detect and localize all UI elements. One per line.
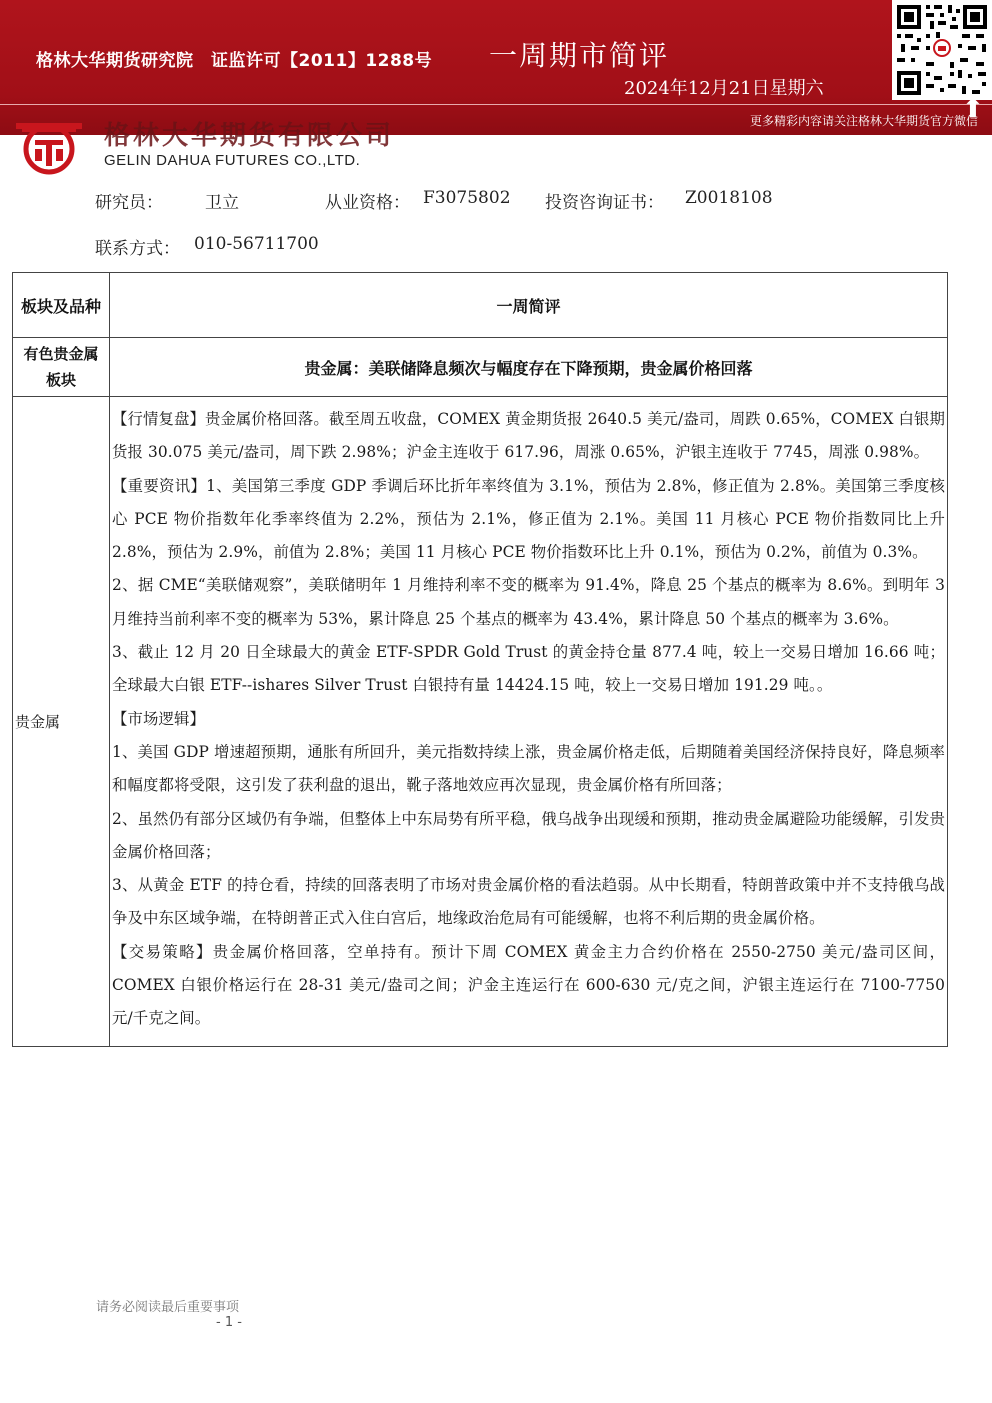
qr-code-icon (892, 0, 992, 100)
paragraph-key-news-2: 2、据 CME“美联储观察”，美联储明年 1 月维持利率不变的概率为 91.4%，降息 25 个基点的概率为 8.6%。到明年 3 月维持当前利率不变的概率为 53%，累计降息 25 个基点的概率为 43.4%，累计降息 50 个基点的概率为 3.6%。 (112, 576, 945, 628)
variety-row (13, 397, 948, 1047)
follow-wechat-note: 更多精彩内容请关注格林大华期货官方微信 (749, 114, 978, 128)
review-body (110, 397, 948, 1047)
sector-headline: 贵金属：美联储降息频次与幅度存在下降预期，贵金属价格回落 (110, 338, 948, 397)
researcher-name: 卫立 (205, 193, 239, 213)
paragraph-market-logic-3: 3、从黄金 ETF 的持仓看，持续的回落表明了市场对贵金属价格的看法趋弱。从中长期看，特朗普政策中并不支持俄乌战争及中东区域争端，在特朗普正式入住白宫后，地缘政治危局有可能缓解，也将不利后期的贵金属价格。 (112, 876, 945, 928)
contact-label: 联系方式： (95, 239, 180, 259)
header-weekly-review: 一周简评 (110, 273, 948, 338)
table-header-row (13, 273, 948, 338)
paragraph-trading-strategy: 【交易策略】贵金属价格回落，空单持有。预计下周 COMEX 黄金主力合约价格在 2550-2750 美元/盎司区间，COMEX 白银价格运行在 28-31 美元/盎司之间；沪金主连运行在 600-630 元/克之间，沪银主连运行在 7100-7750 元/千克之间。 (112, 942, 945, 1028)
paragraph-key-news-3: 3、截止 12 月 20 日全球最大的黄金 ETF-SPDR Gold Trust 的黄金持仓量 877.4 吨，较上一交易日增加 16.66 吨；全球最大白银 ETF--ishares Silver Trust 白银持有量 14424.15 吨，较上一交易日增加 191.29 吨。。 (112, 643, 945, 695)
qualification-number: F3075802 (423, 188, 511, 208)
certificate-label: 投资咨询证书： (545, 193, 664, 213)
company-name-en: GELIN DAHUA FUTURES CO.,LTD. (104, 152, 361, 169)
report-title: 一周期市简评 (489, 39, 670, 72)
sector-name-text: 有色贵金属 板块 (23, 345, 99, 389)
arrow-up-icon: ⬆ (962, 94, 984, 124)
page-number: - 1 - (216, 1315, 242, 1330)
sector-name (13, 338, 110, 397)
sector-row (13, 338, 948, 397)
institute-license: 格林大华期货研究院 证监许可【2011】1288号 (36, 51, 433, 71)
header-sector-variety: 板块及品种 (13, 273, 110, 338)
paragraph-market-logic-title: 【市场逻辑】 (112, 709, 205, 728)
paragraph-market-logic-2: 2、虽然仍有部分区域仍有争端，但整体上中东局势有所平稳，俄乌战争出现缓和预期，推动贵金属避险功能缓解，引发贵金属价格回落； (112, 809, 945, 861)
paragraph-market-review: 【行情复盘】贵金属价格回落。截至周五收盘，COMEX 黄金期货报 2640.5 美元/盎司，周跌 0.65%，COMEX 白银期货报 30.075 美元/盎司，周下跌 2.98%；沪金主连收于 617.96，周涨 0.65%，沪银主连收于 7745，周涨 0.98%。 (112, 410, 945, 462)
company-logo-icon (16, 119, 82, 179)
footer-disclaimer-note: 请务必阅读最后重要事项 (96, 1300, 240, 1315)
contact-phone: 010-56711700 (194, 234, 319, 254)
certificate-number: Z0018108 (685, 188, 773, 208)
paragraph-key-news-1: 【重要资讯】1、美国第三季度 GDP 季调后环比折年率终值为 3.1%，预估为 2.8%，修正值为 2.8%。美国第三季度核心 PCE 物价指数年化季率终值为 2.2%，预估为 2.1%，修正值为 2.1%。美国 11 月核心 PCE 物价指数同比上升 2.8%，预估为 2.9%，前值为 2.8%；美国 11 月核心 PCE 物价指数环比上升 0.1%，预估为 0.2%，前值为 0.3%。 (112, 476, 945, 562)
banner-divider (0, 104, 992, 105)
paragraph-market-logic-1: 1、美国 GDP 增速超预期，通胀有所回升，美元指数持续上涨，贵金属价格走低，后期随着美国经济保持良好，降息频率和幅度都将受限，这引发了获利盘的退出，靴子落地效应再次显现，贵金属价格有所回落； (112, 742, 945, 795)
variety-name: 贵金属 (13, 397, 110, 1047)
report-date: 2024年12月21日星期六 (624, 78, 824, 99)
researcher-label: 研究员： (95, 193, 163, 213)
weekly-review-table (12, 272, 948, 1047)
company-name-cn: 格林大华期货有限公司 (104, 121, 395, 151)
qualification-label: 从业资格： (325, 193, 410, 213)
